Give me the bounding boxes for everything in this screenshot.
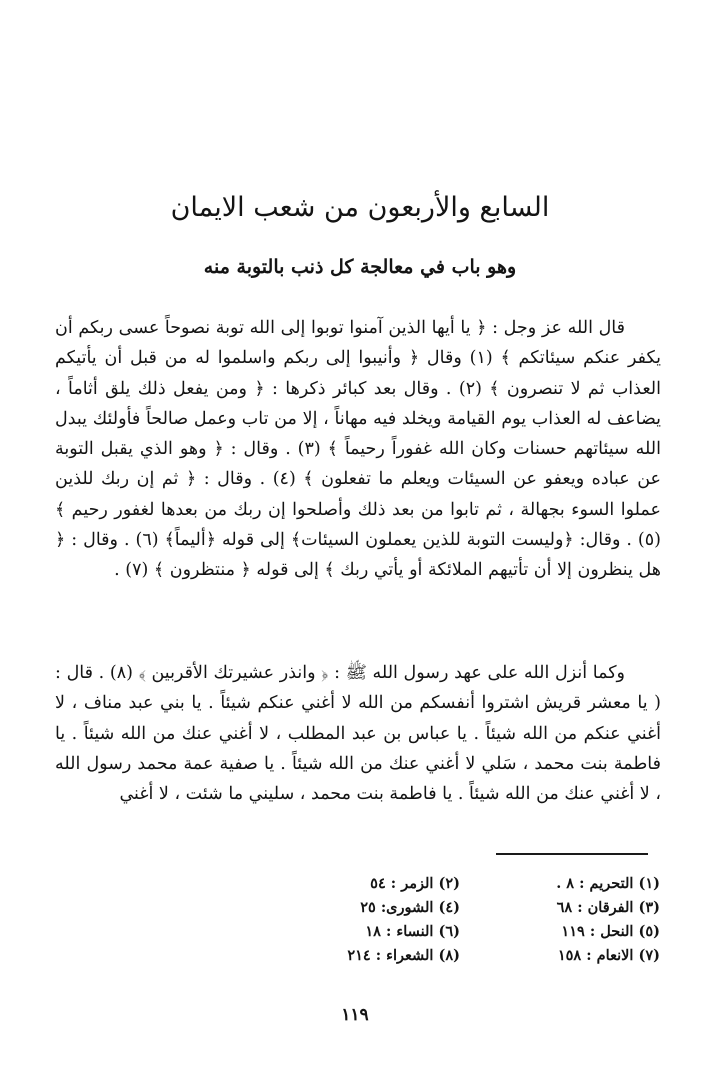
page-number: ١١٩	[341, 1005, 369, 1025]
footnote-item: (٦) النساء : ١٨	[365, 923, 460, 940]
chapter-heading: السابع والأربعون من شعب الايمان	[170, 192, 550, 223]
chapter-subheading: وهو باب في معالجة كل ذنب بالتوبة منه	[203, 256, 517, 278]
footnote-item: (٥) النحل : ١١٩	[561, 923, 660, 940]
footnote-item: (٤) الشورى: ٢٥	[360, 899, 460, 916]
footnotes-list	[280, 872, 660, 967]
footnote-item: (٧) الانعام : ١٥٨	[557, 947, 660, 964]
footnote-item: (٣) الفرقان : ٦٨	[556, 899, 660, 916]
footnote-item: (٨) الشعراء : ٢١٤	[347, 947, 460, 964]
body-paragraph-2: وكما أنزل الله على عهد رسول الله ﷺ : ﴿ وانذر عشيرتك الأقربين ﴾ (٨) . قال : ( يا معشر قريش اشتروا أنفسكم من الله لا أغني عنكم شيئاً . يا بني عبد مناف ، لا أغني عنكم من الله شيئاً . يا عباس بن عبد المطلب ، لا أغني عنك من الله شيئاً . يا فاطمة بنت محمد ، سَلي لا أغني عنك من الله شيئاً . يا صفية عمة محمد رسول الله ، لا أغني عنك من الله شيئاً . يا فاطمة بنت محمد ، سليني ما شئت ، لا أغني	[55, 663, 661, 805]
footnote-divider	[496, 853, 648, 855]
footnote-item: (٢) الزمر : ٥٤	[370, 875, 460, 892]
footnote-item: (١) التحريم : ٨ .	[556, 875, 660, 892]
body-paragraph-1: قال الله عز وجل : ﴿ يا أيها الذين آمنوا توبوا إلى الله توبة نصوحاً عسى ربكم أن يكفر عنكم سيئاتكم ﴾ (١) وقال ﴿ وأنيبوا إلى ربكم واسلموا له من قبل أن يأتيكم العذاب ثم لا تنصرون ﴾ (٢) . وقال بعد كبائر ذكرها : ﴿ ومن يفعل ذلك يلق أثاماً ، يضاعف له العذاب يوم القيامة ويخلد فيه مهاناً ، إلا من تاب وعمل صالحاً فأولئك يبدل الله سيئاتهم حسنات وكان الله غفوراً رحيماً ﴾ (٣) . وقال : ﴿ وهو الذي يقبل التوبة عن عباده ويعفو عن السيئات ويعلم ما تفعلون ﴾ (٤) . وقال : ﴿ ثم إن ربك للذين عملوا السوء بجهالة ، ثم تابوا من بعد ذلك وأصلحوا إن ربك من بعدها لغفور رحيم ﴾ (٥) . وقال: ﴿وليست التوبة للذين يعملون السيئات﴾ إلى قوله ﴿أليماً﴾ (٦) . وقال : ﴿ هل ينظرون إلا أن تأتيهم الملائكة أو يأتي ربك ﴾ إلى قوله ﴿ منتظرون ﴾ (٧) .	[55, 318, 662, 581]
